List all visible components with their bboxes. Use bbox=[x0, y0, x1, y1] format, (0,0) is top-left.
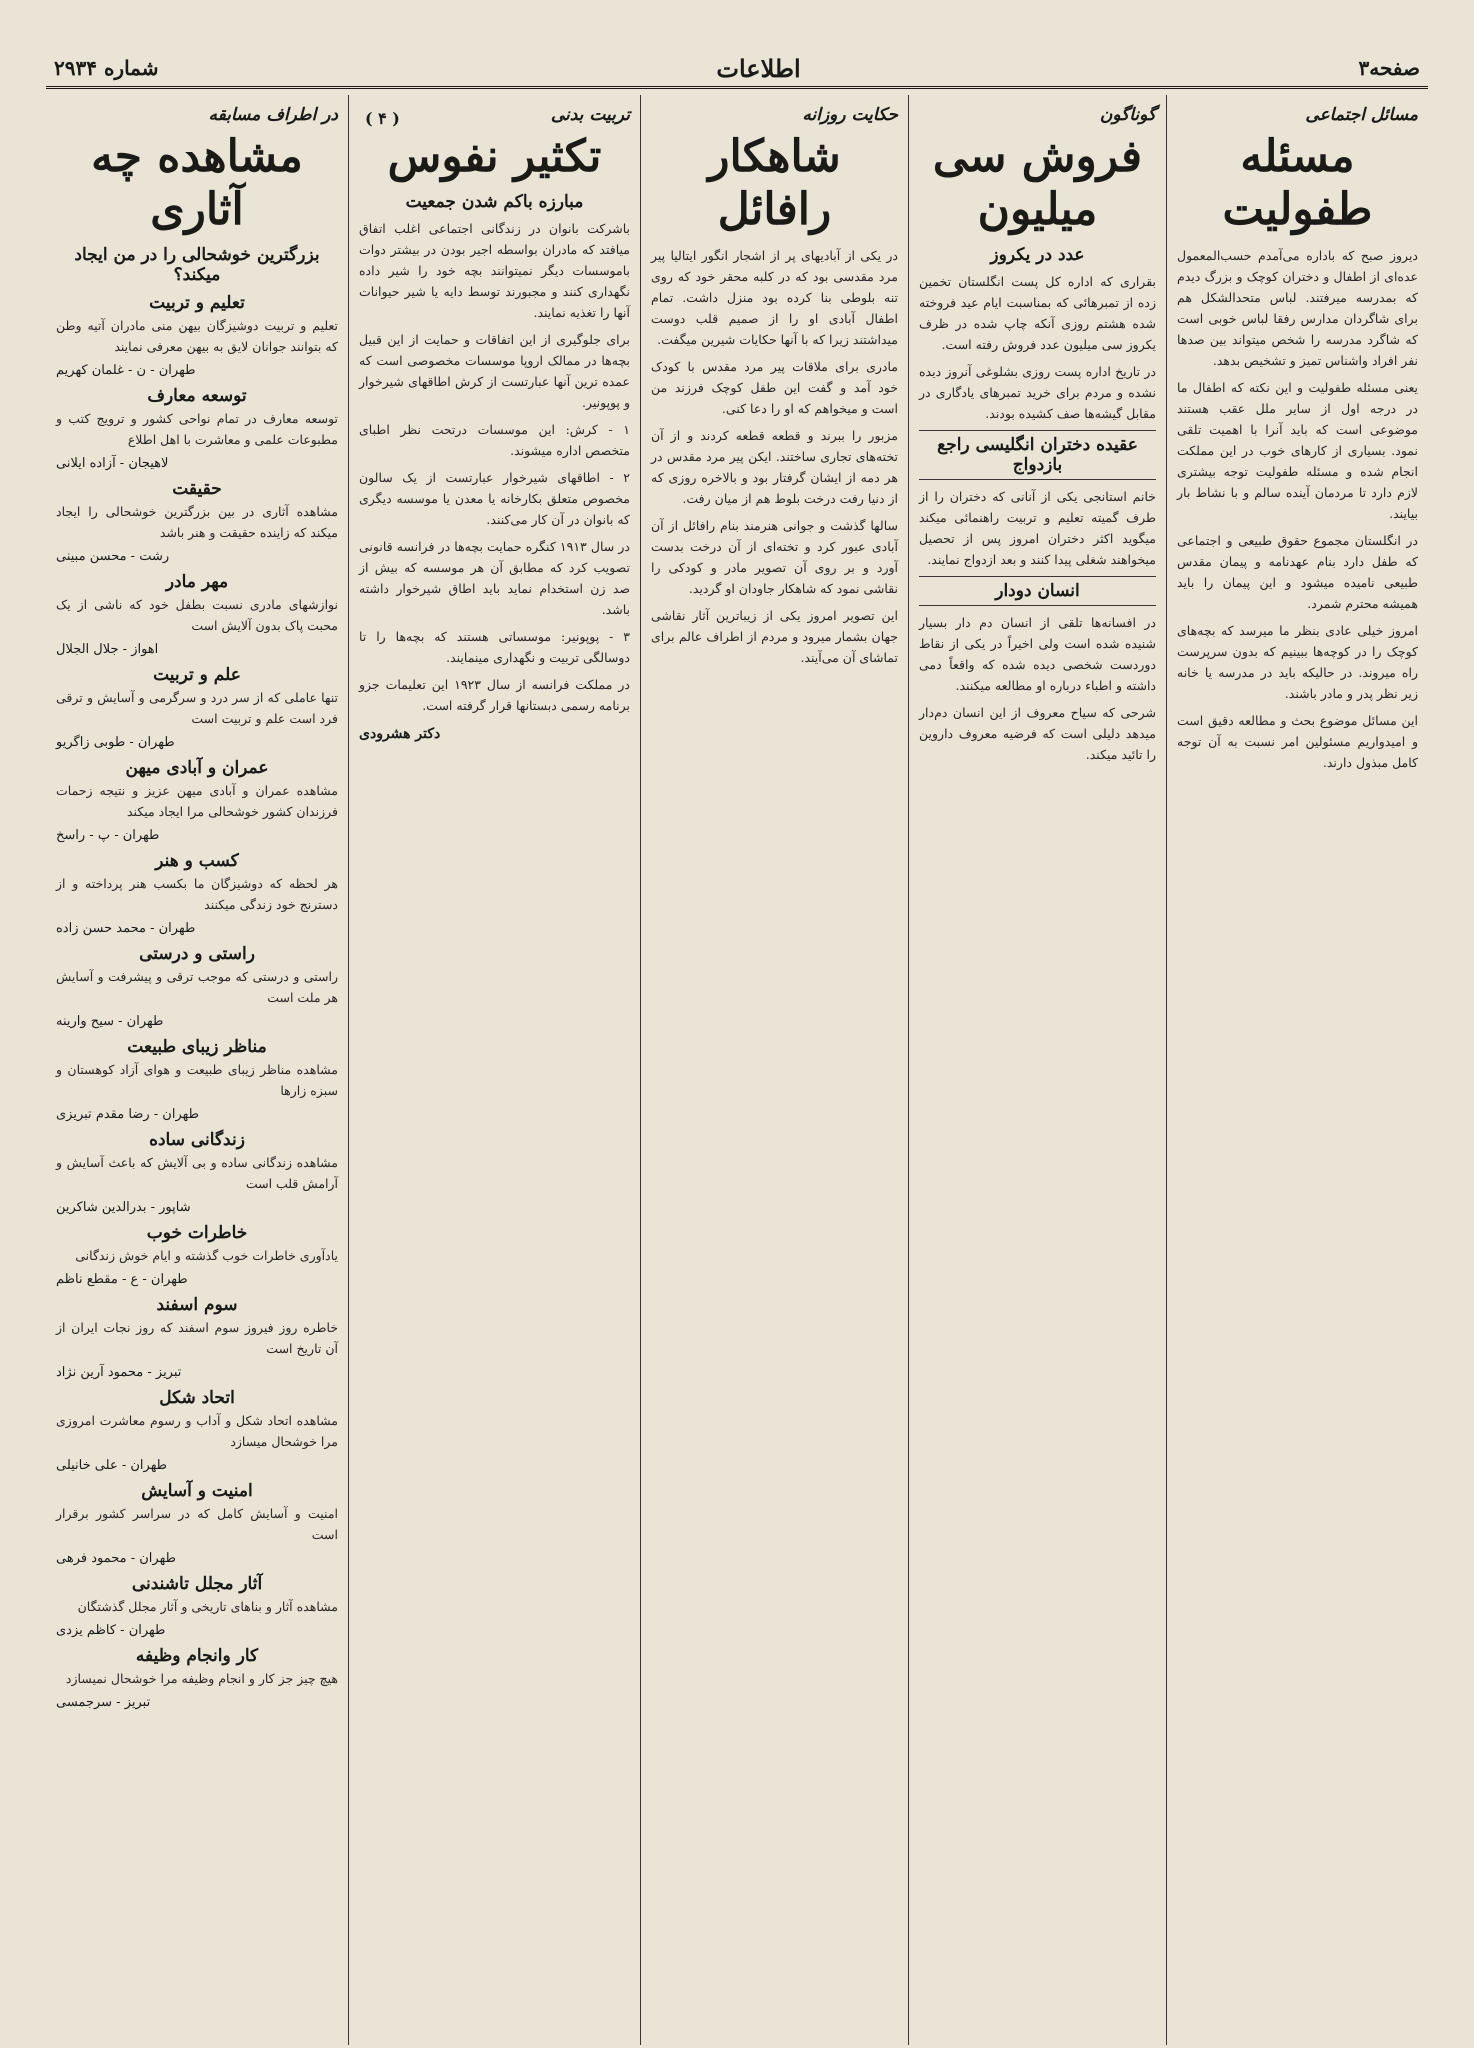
survey-entry-title: مهر مادر bbox=[165, 571, 229, 592]
survey-entry-title: حقیقت bbox=[172, 478, 222, 499]
article-paragraph: ۳ - پوپونیر: موسساتی هستند که بچه‌ها را تا دوسالگی تربیت و نگهداری مینمایند. bbox=[359, 628, 630, 665]
article-paragraph: این تصویر امروز یکی از زیباترین آثار نقاشی جهان بشمار میرود و مردم از اطراف عالم برای تماشای آن می‌آیند. bbox=[651, 607, 898, 665]
survey-entry-text: تنها عاملی که از سر درد و سرگرمی و آسایش و ترقی فرد است علم و تربیت است bbox=[56, 689, 338, 726]
article-paragraph: برای جلوگیری از این اتفاقات و حمایت از این قبیل بچه‌ها در ممالک اروپا موسسات مخصوصی است که عمده ترین آنها عبارتست از کرش اطاقهای شیرخوار و پوپونیر. bbox=[359, 331, 630, 410]
survey-entry-byline: تبریز - محمود آرین نژاد bbox=[56, 1364, 182, 1380]
article-headline: مسئله طفولیت bbox=[1222, 131, 1373, 235]
survey-entry bbox=[56, 665, 338, 750]
column-survey bbox=[46, 95, 348, 2045]
survey-entry bbox=[56, 386, 338, 471]
survey-entry-title: عمران و آبادی میهن bbox=[125, 757, 269, 778]
masthead bbox=[46, 50, 1428, 89]
article-headline: فروش سی میلیون bbox=[932, 131, 1143, 235]
article-headline: تکثیر نفوس bbox=[387, 131, 602, 182]
survey-entry-text: خاطره روز فیروز سوم اسفند که روز نجات ایران از آن تاریخ است bbox=[56, 1319, 338, 1356]
article-subhead: بزرگترین خوشحالی را در من ایجاد میکند؟ bbox=[74, 244, 320, 285]
survey-entry-text: هیچ چیز جز کار و انجام وظیفه مرا خوشحال نمیسازد bbox=[65, 1670, 338, 1686]
article-paragraph: باشرکت بانوان در زندگانی اجتماعی اغلب اتفاق میافتد که مادران بواسطه اجیر بودن در بیشتر دوات باموسسات دیگر نمیتوانند بچه خود را شیر داده نگهداری کنند و مجبورند توسط دایه یا شیر حیوانات آنها را تغذیه نمایند. bbox=[359, 220, 630, 320]
survey-entry-text: نوازشهای مادری نسبت بطفل خود که ناشی از یک محبت پاک بدون آلایش است bbox=[56, 596, 338, 633]
article-paragraph: در تاریخ اداره پست روزی بشلوغی آنروز دیده نشده و مردم برای خرید تمبرهای یادگاری در مقابل گیشه‌ها صف کشیده بودند. bbox=[919, 363, 1156, 421]
article-paragraph: در افسانه‌ها تلقی از انسان دم دار بسیار شنیده شده است ولی اخیراً در یکی از نقاط دوردست شخصی دیده شده که واقعاً دمی داشته و اطباء درباره او مطالعه میکنند. bbox=[919, 614, 1156, 693]
survey-entry bbox=[56, 851, 338, 936]
survey-entry-byline: اهواز - جلال الجلال bbox=[56, 641, 159, 657]
survey-entry-byline: رشت - محسن مبینی bbox=[56, 548, 170, 564]
column-childhood bbox=[1166, 95, 1428, 2045]
survey-entry-title: توسعه معارف bbox=[147, 385, 247, 406]
survey-entry-title: خاطرات خوب bbox=[146, 1222, 248, 1243]
survey-entry-title: راستی و درستی bbox=[139, 943, 255, 964]
survey-entry-title: مناظر زیبای طبیعت bbox=[127, 1036, 267, 1057]
survey-entry-title: زندگانی ساده bbox=[149, 1129, 245, 1150]
survey-entry-byline: طهران - ع - مقطع ناظم bbox=[56, 1271, 188, 1287]
survey-entry-title: آثار مجلل تاشندنی bbox=[131, 1573, 263, 1594]
survey-entry bbox=[56, 572, 338, 657]
section-kicker: در اطراف مسابقه bbox=[208, 105, 338, 125]
survey-entry-byline: شاپور - بدرالدین شاکرین bbox=[56, 1199, 191, 1215]
survey-entry-byline: طهران - ن - غلمان کهریم bbox=[56, 362, 196, 378]
survey-entry-title: امنیت و آسایش bbox=[141, 1480, 253, 1501]
article-subhead: مبارزه باکم شدن جمعیت bbox=[405, 191, 584, 212]
survey-entry-text: مشاهده اتحاد شکل و آداب و رسوم معاشرت امروزی مرا خوشحال میسازد bbox=[56, 1412, 338, 1449]
survey-entry bbox=[56, 944, 338, 1029]
survey-entry-text: هر لحظه که دوشیزگان ما بکسب هنر پرداخته و از دسترنج خود زندگی میکنند bbox=[56, 875, 338, 912]
article-paragraph: دیروز صبح که باداره می‌آمدم حسب‌المعمول عده‌ای از اطفال و دختران کوچک و بزرگ دیدم که بمدرسه میرفتند. لباس متحدالشکل هم برای شاگردان مدارس رفقا لباس خوبی است که شاگرد مدرسه را شخص میتواند بین صدها نفر افراد واشناس تمیز و تشخیص بدهد. bbox=[1177, 247, 1418, 368]
article-paragraph: سالها گذشت و جوانی هنرمند بنام رافائل از آن آبادی عبور کرد و تخته‌ای از آن درخت بدست آورد و بر روی آن تصویر مادر و کودکی را نقاشی نمود که شاهکار جاودان او گردید. bbox=[651, 517, 898, 596]
article-subhead: عدد در یکروز bbox=[990, 244, 1085, 265]
issue-number: شماره ۲۹۳۴ bbox=[54, 56, 159, 80]
article-paragraph: امروز خیلی عادی بنظر ما میرسد که بچه‌های کوچک را در کوچه‌ها ببینیم که بدون سرپرست راه میروند. در حالیکه باید در مدرسه یا خانه زیر نظر پدر و مادر باشند. bbox=[1177, 622, 1418, 701]
survey-entry bbox=[56, 758, 338, 843]
article-subhead: انسان‌ دودار bbox=[919, 576, 1156, 606]
survey-entry bbox=[56, 1481, 338, 1566]
survey-entry-text: مشاهده عمران و آبادی میهن عزیز و نتیجه زحمات فرزندان کشور خوشحالی مرا ایجاد میکند bbox=[56, 782, 338, 819]
article-paragraph: بقراری که اداره کل پست انگلستان تخمین زده از تمبرهائی که بمناسبت ایام عید فروخته شده هشتم روزی آنکه چاپ شده در ظرف یکروز سی میلیون عدد فروش رفته است. bbox=[919, 273, 1156, 352]
survey-entry-text: تعلیم و تربیت دوشیزگان بیهن منی مادران آتیه وطن که بتوانند جوانان لایق به بیهن معرفی نمایند bbox=[56, 317, 338, 354]
article-paragraph: در سال ۱۹۱۳ کنگره حمایت بچه‌ها در فرانسه قانونی تصویب کرد که مطابق آن هر موسسه که بیش از صد زن استخدام نماید باید اطاق شیرخوار داشته باشد. bbox=[359, 538, 630, 617]
article-paragraph: ۱ - کرش: این موسسات درتحت نظر اطبای متخصص اداره میشوند. bbox=[359, 421, 630, 458]
survey-entry-text: مشاهده آثاری در بین بزرگترین خوشحالی را ایجاد میکند که زاینده حقیقت و هنر باشد bbox=[56, 503, 338, 540]
survey-entry-text: یادآوری خاطرات خوب گذشته و ایام خوش زندگانی bbox=[75, 1247, 338, 1263]
survey-entry bbox=[56, 1295, 338, 1380]
survey-entry bbox=[56, 1646, 338, 1710]
survey-list bbox=[56, 293, 338, 1710]
paper-name: اطلاعات bbox=[716, 53, 801, 83]
survey-entry bbox=[56, 1037, 338, 1122]
survey-entry-text: امنیت و آسایش کامل که در سراسر کشور برقرار است bbox=[56, 1505, 338, 1542]
survey-entry-byline: طهران - رضا مقدم تبریزی bbox=[56, 1106, 199, 1122]
article-author: دکتر هشرودی bbox=[359, 725, 441, 742]
survey-entry bbox=[56, 479, 338, 564]
survey-entry-byline: تبریز - سرجمسی bbox=[56, 1694, 151, 1710]
article-headline: شاهکار رافائل bbox=[708, 131, 841, 235]
section-kicker: تربیت بدنی bbox=[550, 105, 630, 125]
survey-entry-text: مشاهده آثار و بناهای تاریخی و آثار مجلل گذشتگان bbox=[77, 1598, 338, 1614]
article-paragraph: در مملکت فرانسه از سال ۱۹۲۳ این تعلیمات جزو برنامه رسمی دبستانها قرار گرفته است. bbox=[359, 676, 630, 713]
survey-entry-text: مشاهده مناظر زیبای طبیعت و هوای آزاد کوهستان و سبزه زارها bbox=[56, 1061, 338, 1098]
columns bbox=[46, 95, 1428, 2045]
survey-entry-byline: طهران - علی خانیلی bbox=[56, 1457, 168, 1473]
survey-entry bbox=[56, 1130, 338, 1215]
survey-entry-title: اتحاد شکل bbox=[159, 1387, 235, 1408]
section-kicker: گوناگون bbox=[1099, 105, 1156, 125]
survey-entry-title: کار وانجام وظیفه bbox=[135, 1645, 259, 1666]
survey-entry-byline: طهران - سیح وارینه bbox=[56, 1013, 164, 1029]
survey-entry-byline: طهران - پ - راسخ bbox=[56, 827, 160, 843]
article-paragraph: خانم استانجی یکی از آنانی که دختران را از طرف گمیته تعلیم و تربیت راهنمائی میکند میگوید اکثر دختران امروز پس از تحصیل میخواهند شغلی پیدا کنند و بعد ازدواج نمایند. bbox=[919, 488, 1156, 567]
survey-entry-byline: لاهیجان - آزاده ایلانی bbox=[56, 455, 169, 471]
survey-entry bbox=[56, 1223, 338, 1287]
survey-entry bbox=[56, 293, 338, 378]
survey-entry-byline: طهران - محمود فرهی bbox=[56, 1550, 176, 1566]
article-paragraph: در انگلستان مجموع حقوق طبیعی و اجتماعی که طفل دارد بنام عهدنامه و پیمان مقدس طبیعی نامیده میشود و این پیمان را باید همیشه محترم شمرد. bbox=[1177, 532, 1418, 611]
article-headline: مشاهده چه آثاری bbox=[91, 131, 303, 235]
survey-entry bbox=[56, 1574, 338, 1638]
article-paragraph: مزبور را ببرند و قطعه قطعه کردند و از آن تخته‌های تجاری ساختند. ایکن پیر مرد مقدس در هر دمه از ایشان گرفتار بود و بالاخره روزی که از دنیا رفت درخت بلوط هم از میان رفت. bbox=[651, 427, 898, 506]
series-number: ( ۴ ) bbox=[365, 109, 400, 128]
article-paragraph: در یکی از آبادیهای پر از اشجار انگور ایتالیا پیر مرد مقدسی بود که در کلبه محقر خود که روی تنه بلوطی بنا کرده بود منزل داشت. تمام اطفال آبادی او را از صمیم قلب دوست میداشتند زیرا که با آنها حکایات شیرین میگفت. bbox=[651, 247, 898, 347]
section-kicker: مسائل اجتماعی bbox=[1305, 105, 1418, 125]
section-kicker: حکایت روزانه bbox=[802, 105, 898, 125]
page-number: صفحه۳ bbox=[1358, 56, 1420, 80]
survey-entry-title: تعلیم و تربیت bbox=[149, 292, 245, 313]
survey-entry-byline: طهران - محمد حسن زاده bbox=[56, 920, 196, 936]
column-population bbox=[348, 95, 640, 2045]
survey-entry-title: سوم اسفند bbox=[156, 1294, 238, 1315]
survey-entry-title: علم و تربیت bbox=[153, 664, 241, 685]
article-subhead: عقیده دختران انگلیسی راجع بازدواج bbox=[919, 430, 1156, 480]
survey-entry-text: مشاهده زندگانی ساده و بی آلایش که باعث آسایش و آرامش قلب است bbox=[56, 1154, 338, 1191]
article-paragraph: مادری برای ملاقات پیر مرد مقدس با کودک خود آمد و گفت این طفل کوچک فرزند من است و میخواهم که او را دعا کنی. bbox=[651, 358, 898, 416]
survey-entry-byline: طهران - طوبی زاگریو bbox=[56, 734, 175, 750]
survey-entry bbox=[56, 1388, 338, 1473]
column-sales bbox=[908, 95, 1166, 2045]
article-paragraph: یعنی مسئله طفولیت و این نکته که اطفال ما در درجه اول از سایر ملل عقب هستند موضوعی است که باید آنرا با اهمیت تلقی نمود. بسیاری از کارهای خوب در این مملکت انجام شده و مسئله طفولیت توجه بیشتری لازم دارد تا مردمان آینده سالم و با نشاط بار بیایند. bbox=[1177, 379, 1418, 521]
survey-entry-byline: طهران - کاظم یزدی bbox=[56, 1622, 166, 1638]
column-raphael bbox=[640, 95, 908, 2045]
survey-entry-text: راستی و درستی که موجب ترقی و پیشرفت و آسایش هر ملت است bbox=[56, 968, 338, 1005]
survey-entry-text: توسعه معارف در تمام نواحی کشور و ترویج کتب و مطبوعات علمی و معاشرت با اهل اطلاع bbox=[56, 410, 338, 447]
article-paragraph: ۲ - اطاقهای شیرخوار عبارتست از یک سالون مخصوص متعلق بکارخانه یا معدن یا موسسه دیگری که بانوان در آن کار می‌کنند. bbox=[359, 469, 630, 527]
survey-entry-title: کسب و هنر bbox=[155, 850, 239, 871]
article-paragraph: این مسائل موضوع بحث و مطالعه دقیق است و امیدواریم مسئولین امر نسبت به آن توجه کامل مبذول دارند. bbox=[1177, 712, 1418, 770]
article-paragraph: شرحی که سیاح معروف از این انسان دم‌دار میدهد دلیلی است که فرضیه معروف داروین را تائید میکند. bbox=[919, 704, 1156, 762]
